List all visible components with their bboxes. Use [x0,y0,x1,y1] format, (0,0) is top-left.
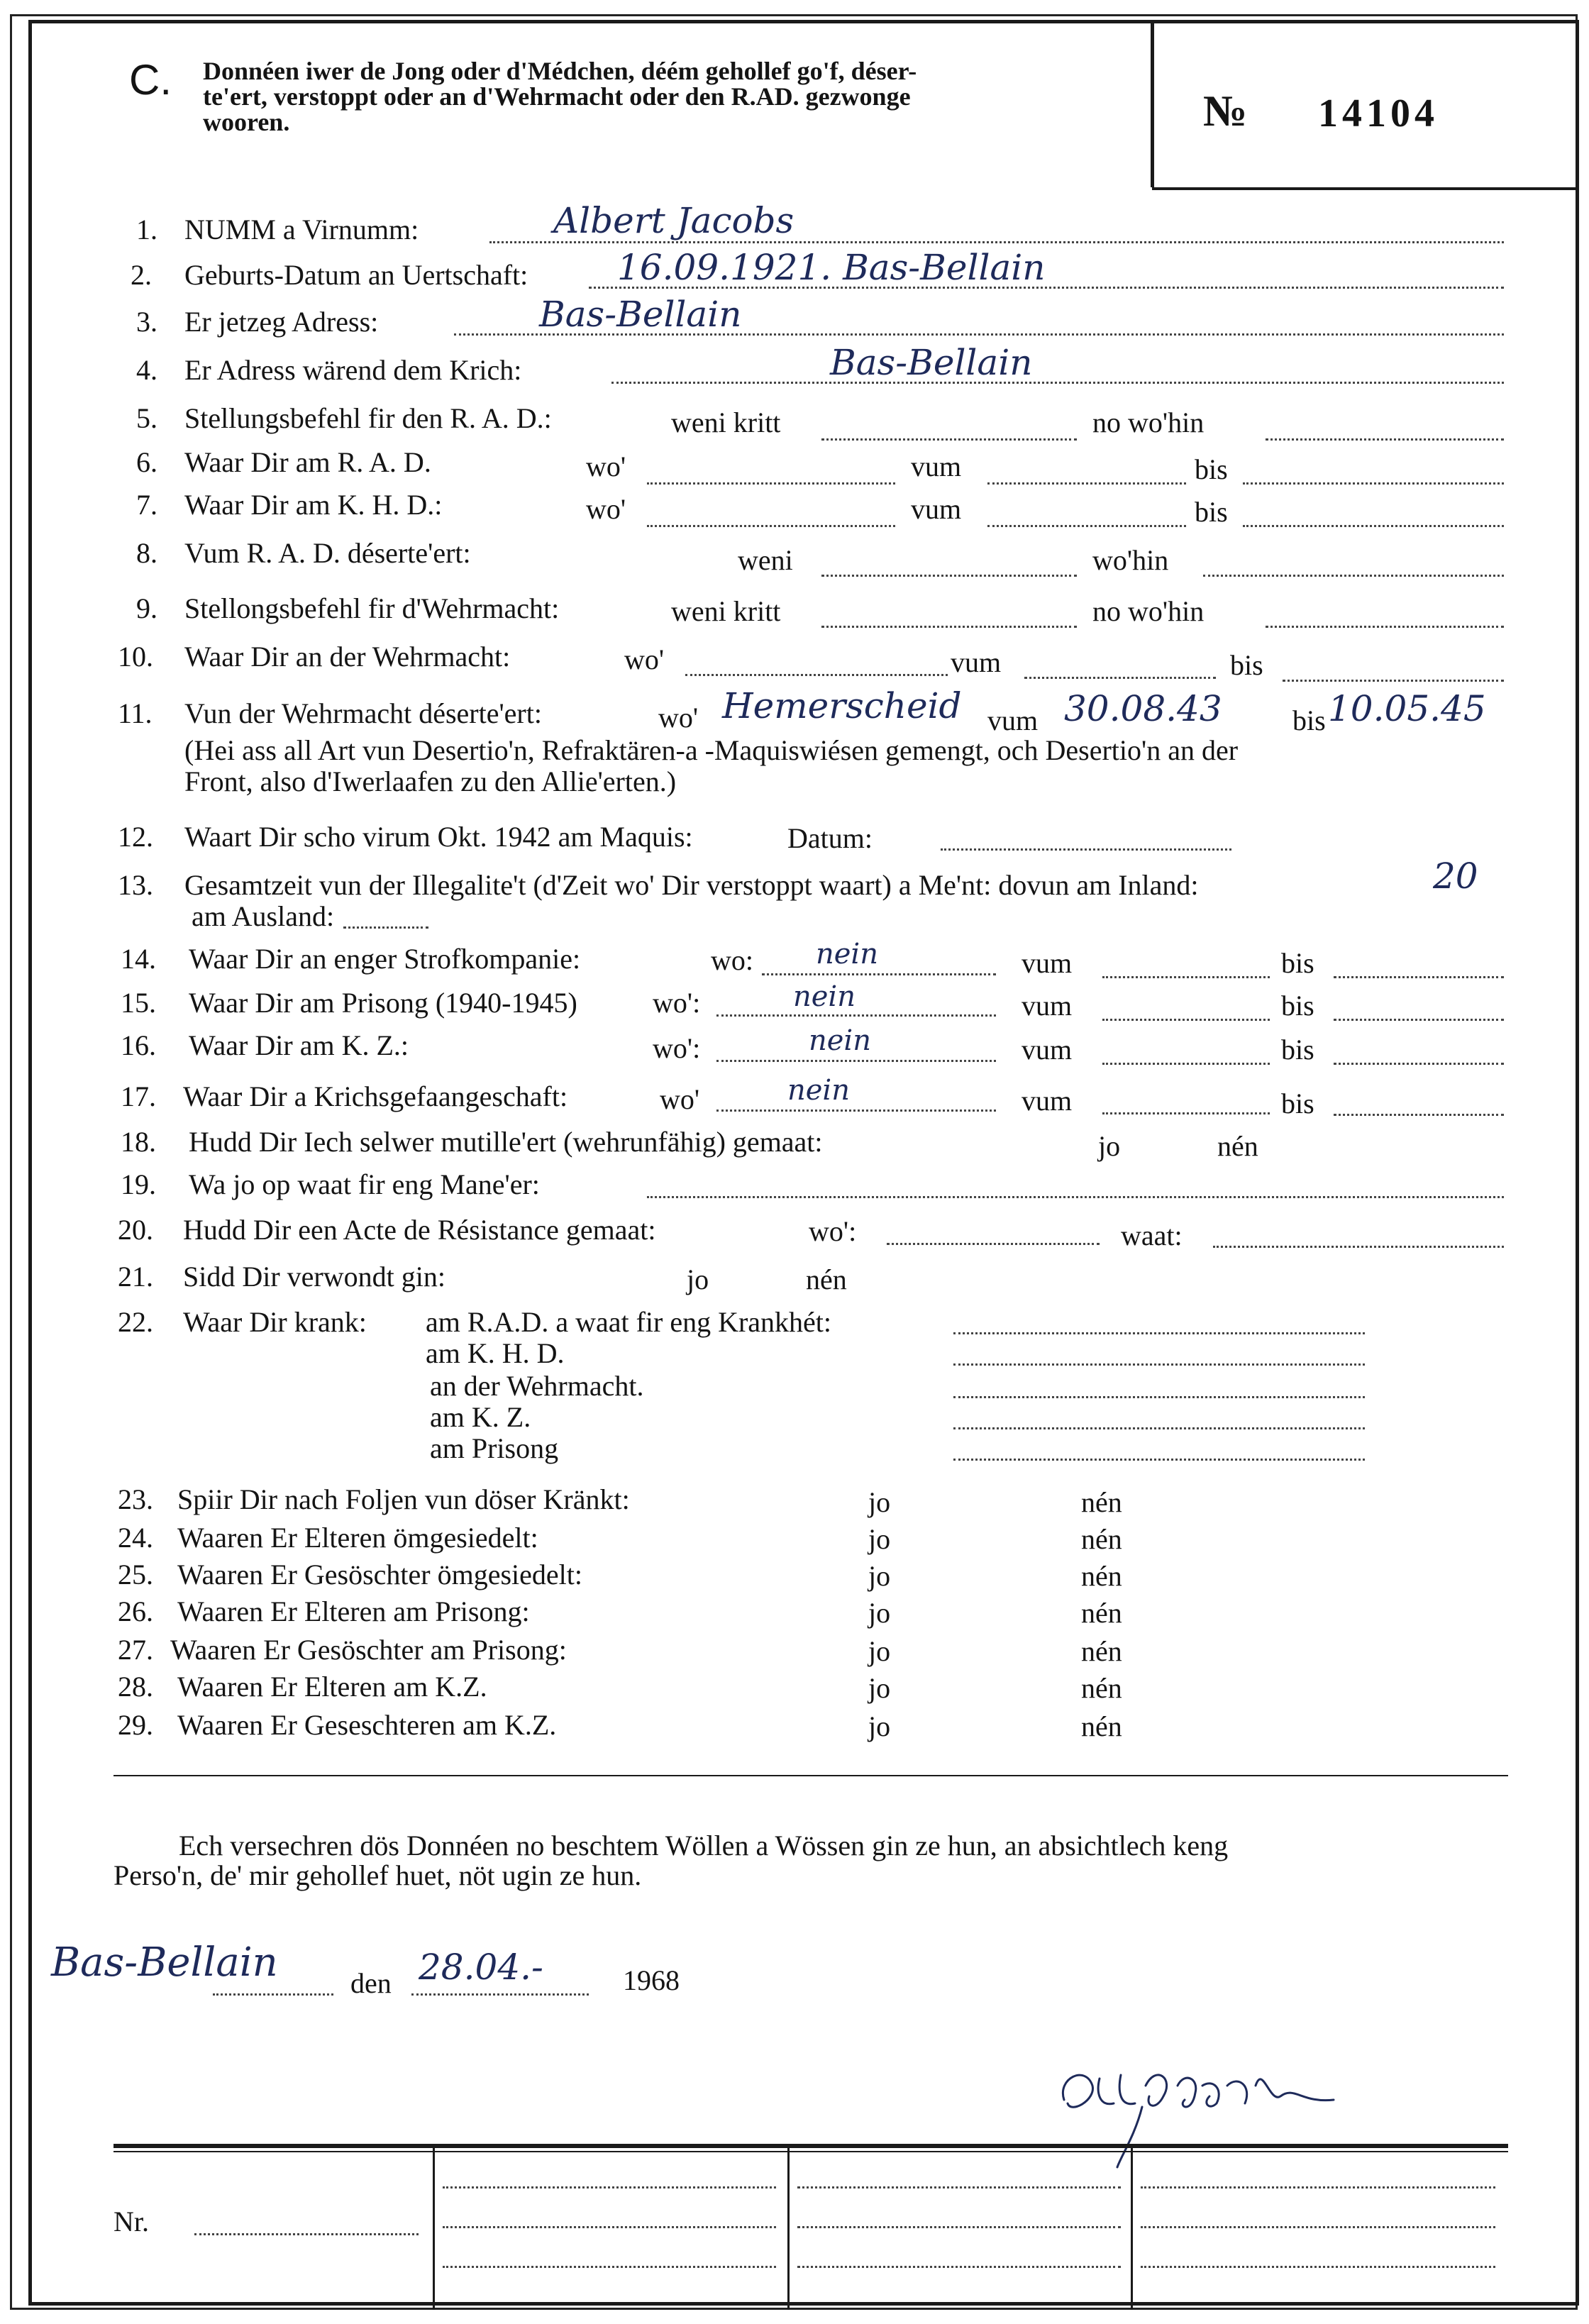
weni-label: weni [738,544,793,576]
item-number: 19. [121,1168,156,1200]
jo-option[interactable]: jo [868,1597,891,1629]
handwritten-date: 28.04.- [419,1947,543,1988]
item-label: Vum R. A. D. déserte'ert: [184,537,471,569]
answer-line[interactable] [1283,680,1504,682]
answer-line[interactable] [1024,677,1216,679]
handwritten-nein: nein [793,980,856,1013]
handwritten-desertion-to: 10.05.45 [1328,688,1486,729]
answer-line[interactable] [716,1110,996,1112]
answer-line[interactable] [1141,2266,1495,2268]
wo-label: wo' [586,493,626,525]
wo-label: wo': [809,1215,857,1247]
item-label: Waar Dir am K. Z.: [189,1029,409,1061]
answer-line[interactable] [797,2226,1121,2228]
item-number: 6. [136,446,157,478]
answer-line[interactable] [647,525,895,527]
bis-label: bis [1292,704,1326,736]
jo-option[interactable]: jo [868,1486,891,1518]
no-wohin-label: no wo'hin [1092,406,1205,438]
form-title-line: wooren. [203,108,290,136]
bis-label: bis [1281,947,1314,979]
sub-label: am R.A.D. a waat fir eng Krankhét: [426,1306,832,1338]
footer-top-rule-thin [114,2151,1508,2152]
handwritten-nein: nein [809,1024,871,1057]
wo-label: wo': [653,1032,701,1064]
item-label: Hudd Dir Iech selwer mutille'ert (wehrunfähig) gemaat: [189,1126,823,1158]
nr-label: Nr. [114,2206,149,2237]
item-number: 26. [118,1595,153,1627]
item-number: 28. [118,1671,153,1703]
handwritten-birth: 16.09.1921. Bas-Bellain [617,247,1046,288]
no-wohin-label: no wo'hin [1092,595,1205,627]
item-number: 12. [118,821,153,853]
item-number: 13. [118,869,153,901]
handwritten-desertion-from: 30.08.43 [1064,688,1222,729]
footer-top-rule [114,2144,1508,2148]
wo-label: wo' [624,643,665,675]
item-label: Gesamtzeit vun der Illegalite't (d'Zeit wo' Dir verstoppt waart) a Me'nt: dovun am Inland: [184,869,1199,901]
den-label: den [350,1967,392,1999]
nen-option[interactable]: nén [1081,1523,1122,1555]
sub-label: am Prisong [430,1432,559,1464]
answer-line[interactable] [821,626,1077,628]
item-number: 20. [118,1214,153,1246]
nen-option[interactable]: nén [1081,1672,1122,1704]
vum-label: vum [1022,1085,1073,1117]
nen-option[interactable]: nén [1081,1560,1122,1592]
jo-option[interactable]: jo [868,1523,891,1555]
answer-line[interactable] [194,2233,419,2235]
answer-line[interactable] [953,1396,1365,1398]
answer-line[interactable] [987,482,1186,485]
item-note: (Hei ass all Art vun Desertio'n, Refraktären-a -Maquiswiésen gemengt, och Desertio'n an der [184,734,1239,766]
ausland-label: am Ausland: [192,900,335,932]
answer-line[interactable] [489,241,1504,243]
nen-option[interactable]: nén [1081,1710,1122,1742]
header-divider [1151,20,1154,187]
form-number: 14104 [1318,92,1439,135]
year-label: 1968 [623,1964,680,1996]
item-number: 23. [118,1483,153,1515]
footer-column-divider [787,2148,790,2310]
item-number: 17. [121,1080,156,1112]
jo-option[interactable]: jo [868,1635,891,1667]
handwritten-desertion-place: Hemerscheid [722,685,962,726]
answer-line[interactable] [647,1196,1504,1198]
answer-line[interactable] [1102,1019,1270,1021]
bis-label: bis [1195,496,1228,528]
item-number: 11. [118,697,153,729]
item-label: Waar Dir am R. A. D. [184,446,431,478]
answer-line[interactable] [685,674,948,676]
item-label: Waar Dir an enger Strofkompanie: [189,943,581,975]
item-number: 21. [118,1261,153,1293]
handwritten-nein: nein [816,938,878,970]
item-label: Waaren Er Elteren am Prisong: [177,1595,530,1627]
item-number: 10. [118,641,153,673]
sub-label: am K. Z. [430,1401,531,1433]
item-label: Waaren Er Elteren am K.Z. [177,1671,487,1703]
jo-option[interactable]: jo [1098,1130,1121,1162]
item-label: Stellungsbefehl fir den R. A. D.: [184,402,552,434]
footer-column-divider [433,2148,435,2310]
answer-line[interactable] [953,1427,1365,1429]
item-label: Stellongsbefehl fir d'Wehrmacht: [184,592,560,624]
item-label: Vun der Wehrmacht déserte'ert: [184,697,542,729]
vum-label: vum [911,450,962,482]
answer-line[interactable] [1213,1246,1504,1248]
answer-line[interactable] [343,926,428,929]
item-label: Waar Dir am K. H. D.: [184,489,443,521]
item-number: 9. [136,592,157,624]
answer-line[interactable] [1334,1019,1504,1021]
section-divider [114,1775,1508,1776]
answer-line[interactable] [953,1459,1365,1461]
answer-line[interactable] [1334,1063,1504,1065]
answer-line[interactable] [443,2266,776,2268]
handwritten-war-address: Bas-Bellain [830,342,1033,383]
section-letter: C. [129,56,172,104]
item-label: Waar Dir krank: [183,1306,367,1338]
form-title-line: te'ert, verstoppt oder an d'Wehrmacht oder den R.AD. gezwonge [203,82,911,111]
item-label: Waaren Er Gesöschter am Prisong: [170,1634,567,1666]
handwritten-address: Bas-Bellain [539,294,742,335]
item-label: Hudd Dir een Acte de Résistance gemaat: [183,1214,656,1246]
item-label: Spiir Dir nach Foljen vun döser Kränkt: [177,1483,630,1515]
jo-option[interactable]: jo [868,1710,891,1742]
answer-line[interactable] [941,848,1231,851]
item-label: Waaren Er Elteren ömgesiedelt: [177,1522,538,1554]
answer-line[interactable] [716,1060,996,1062]
answer-line[interactable] [443,2226,776,2228]
item-label: Sidd Dir verwondt gin: [183,1261,445,1293]
vum-label: vum [1022,947,1073,979]
header-rule [1152,187,1578,190]
answer-line[interactable] [1203,575,1504,577]
waat-label: waat: [1121,1219,1183,1251]
nen-option[interactable]: nén [806,1263,847,1295]
weni-kritt-label: weni kritt [671,595,781,627]
form-title-line: Donnéen iwer de Jong oder d'Médchen, déém gehollef go'f, déser- [203,57,917,85]
answer-line[interactable] [762,973,996,975]
answer-line[interactable] [1141,2186,1495,2189]
item-label: Er jetzeg Adress: [184,306,379,338]
answer-line[interactable] [797,2186,1121,2189]
item-number: 4. [136,354,157,386]
answer-line[interactable] [887,1243,1100,1245]
answer-line[interactable] [1102,1112,1270,1114]
handwritten-name: Albert Jacobs [553,200,794,241]
declaration-line: Perso'n, de' mir gehollef huet, nöt ugin ze hun. [114,1859,642,1891]
answer-line[interactable] [797,2266,1121,2268]
item-label: Waar Dir a Krichsgefaangeschaft: [183,1080,568,1112]
item-label: Waaren Er Gesöschter ömgesiedelt: [177,1559,582,1590]
item-number: 1. [136,214,157,245]
wo-label: wo' [660,1083,700,1115]
answer-line[interactable] [821,575,1077,577]
answer-line[interactable] [443,2186,776,2189]
item-number: 24. [118,1522,153,1554]
answer-line[interactable] [1102,976,1270,978]
nen-option[interactable]: nén [1081,1635,1122,1667]
item-number: 29. [118,1709,153,1741]
item-number: 5. [136,402,157,434]
item-label: Waar Dir an der Wehrmacht: [184,641,511,673]
jo-option[interactable]: jo [687,1263,709,1295]
answer-line[interactable] [1243,525,1504,527]
vum-label: vum [911,493,962,525]
item-label: NUMM a Virnumm: [184,214,419,245]
item-label: Geburts-Datum an Uertschaft: [184,259,528,291]
bis-label: bis [1281,1088,1314,1119]
wohin-label: wo'hin [1092,544,1169,576]
answer-line[interactable] [821,438,1077,441]
item-number: 2. [131,259,152,291]
weni-kritt-label: weni kritt [671,406,781,438]
jo-option[interactable]: jo [868,1560,891,1592]
item-note: Front, also d'Iwerlaafen zu den Allie'erten.) [184,765,677,797]
answer-line[interactable] [411,1993,589,1996]
item-number: 14. [121,943,156,975]
declaration-line: Ech versechren dös Donnéen no beschtem Wöllen a Wössen gin ze hun, an absichtlech keng [179,1830,1229,1861]
jo-option[interactable]: jo [868,1672,891,1704]
answer-line[interactable] [1266,438,1504,441]
nen-option[interactable]: nén [1081,1597,1122,1629]
answer-line[interactable] [647,482,895,485]
answer-line[interactable] [1243,482,1504,485]
item-number: 8. [136,537,157,569]
answer-line[interactable] [1102,1063,1270,1065]
answer-line[interactable] [953,1363,1365,1366]
bis-label: bis [1281,1034,1314,1066]
answer-line[interactable] [1266,626,1504,628]
handwritten-inland-months: 20 [1433,856,1478,897]
answer-line[interactable] [716,1014,996,1017]
item-number: 18. [121,1126,156,1158]
vum-label: vum [1022,1034,1073,1066]
sub-label: am K. H. D. [426,1337,565,1369]
wo-label: wo': [653,987,701,1019]
item-label: Waart Dir scho virum Okt. 1942 am Maquis: [184,821,693,853]
datum-label: Datum: [787,822,873,854]
wo-label: wo' [586,450,626,482]
item-label: Er Adress wärend dem Krich: [184,354,522,386]
form-title [203,58,1125,135]
wo-label: wo' [658,702,699,734]
answer-line[interactable] [953,1332,1365,1334]
sub-label: an der Wehrmacht. [430,1370,644,1402]
item-number: 25. [118,1559,153,1590]
signature-mark [1050,2036,1348,2178]
answer-line[interactable] [1334,1114,1504,1116]
bis-label: bis [1281,990,1314,1022]
bis-label: bis [1195,453,1228,485]
answer-line[interactable] [1334,976,1504,978]
answer-line[interactable] [611,382,1504,384]
handwritten-place: Bas-Bellain [51,1940,278,1986]
item-label: Wa jo op waat fir eng Mane'er: [189,1168,540,1200]
vum-label: vum [951,646,1002,678]
footer-column-divider [1131,2148,1133,2310]
answer-line[interactable] [213,1993,333,1996]
answer-line[interactable] [1141,2226,1495,2228]
bis-label: bis [1230,649,1263,681]
item-number: 27. [118,1634,153,1666]
item-number: 16. [121,1029,156,1061]
item-number: 15. [121,987,156,1019]
item-number: 3. [136,306,157,338]
vum-label: vum [1022,990,1073,1022]
nen-option[interactable]: nén [1081,1486,1122,1518]
nen-option[interactable]: nén [1217,1130,1258,1162]
item-number: 7. [136,489,157,521]
number-sign: № [1203,87,1248,135]
item-number: 22. [118,1306,153,1338]
item-label: Waaren Er Geseschteren am K.Z. [177,1709,557,1741]
wo-label: wo: [711,944,753,976]
answer-line[interactable] [987,525,1186,527]
vum-label: vum [987,704,1039,736]
item-label: Waar Dir am Prisong (1940-1945) [189,987,577,1019]
handwritten-nein: nein [787,1074,850,1107]
